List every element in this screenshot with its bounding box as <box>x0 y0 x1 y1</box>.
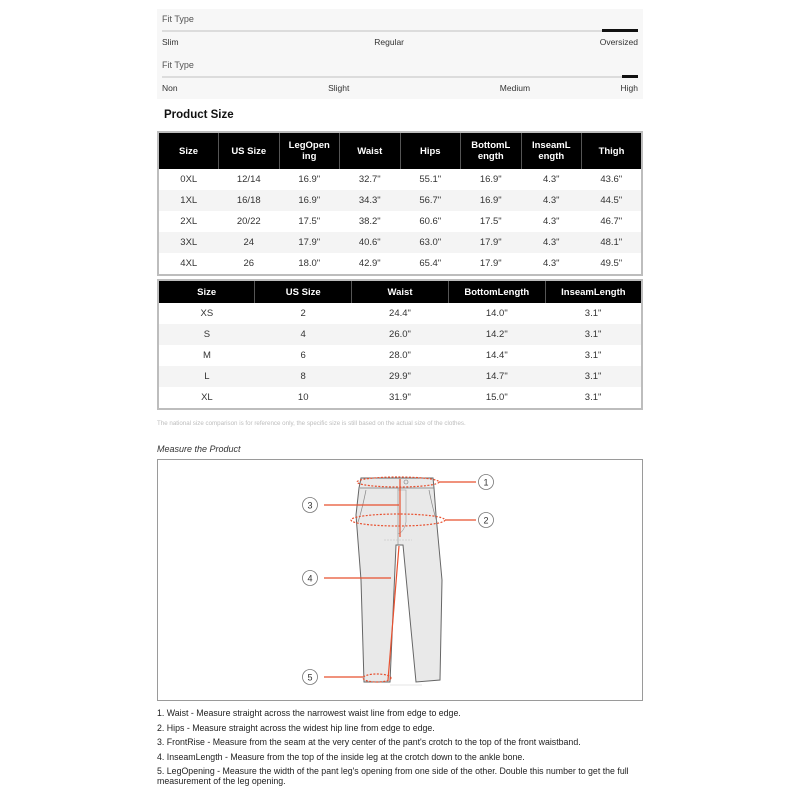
table-cell: 26.0" <box>352 324 449 345</box>
table-cell: 17.9" <box>461 232 522 253</box>
table-cell: 26 <box>243 258 255 269</box>
fit-slider-indicator <box>622 75 638 78</box>
size-note: The national size comparison is for reference only, the specific size is still based on the actual size of the clothes. <box>157 420 466 427</box>
size-table-plus <box>157 131 643 276</box>
fit-label-slight: Slight <box>328 83 350 93</box>
pants-icon <box>356 478 442 685</box>
table-cell: 4.3" <box>542 258 560 269</box>
table-cell: 38.2" <box>358 216 381 227</box>
callout-2-label: 2 <box>483 515 489 526</box>
table-cell: 28.0" <box>389 350 411 361</box>
table-row <box>158 366 642 387</box>
table-cell: S <box>158 324 255 345</box>
column-header: US Size <box>219 132 280 169</box>
table-cell: 2XL <box>180 216 198 227</box>
fit-label-medium: Medium <box>499 83 531 93</box>
table-cell: 3.1" <box>584 350 602 361</box>
table-cell: 4.3" <box>521 232 582 253</box>
column-header: Waist <box>352 280 449 303</box>
table-cell: 4.3" <box>521 190 582 211</box>
table-cell: 24.4" <box>389 308 411 319</box>
table-cell: 17.5" <box>298 216 321 227</box>
table-cell: 60.6" <box>419 216 442 227</box>
table-cell: 16.9" <box>479 174 502 185</box>
fit-slider-fit <box>162 9 638 53</box>
table-cell: 18.0" <box>298 258 321 269</box>
table-cell: 34.3" <box>340 190 401 211</box>
table-cell: 14.7" <box>448 366 545 387</box>
callout-4 <box>303 571 318 586</box>
column-header: LegOpen ing <box>279 132 340 169</box>
fit-label-regular: Regular <box>374 37 405 47</box>
table-row <box>158 232 642 253</box>
fit-label-high: High <box>620 83 638 93</box>
table-cell: 17.9" <box>479 258 502 269</box>
table-cell: 8 <box>255 366 352 387</box>
fit-slider-track <box>162 30 638 32</box>
table-cell: 16.9" <box>298 174 321 185</box>
column-header: InseamLength <box>545 280 642 303</box>
table-row <box>158 190 642 211</box>
table-row <box>158 211 642 232</box>
measure-title: Measure the Product <box>157 444 241 454</box>
table-cell: XL <box>201 392 213 403</box>
table-cell: 24 <box>219 232 280 253</box>
table-cell: 32.7" <box>358 174 381 185</box>
column-header: BottomL ength <box>461 132 522 169</box>
table-cell: 44.5" <box>582 190 643 211</box>
fit-label-slim: Slim <box>162 37 179 47</box>
table-cell: 63.0" <box>400 232 461 253</box>
table-cell: 4.3" <box>542 216 560 227</box>
size-table-regular <box>157 279 643 410</box>
column-header: Waist <box>340 132 401 169</box>
column-header: Hips <box>400 132 461 169</box>
column-header: US Size <box>255 280 352 303</box>
column-header: BottomLength <box>448 280 545 303</box>
table-cell: M <box>202 350 211 361</box>
measure-lines <box>324 479 476 680</box>
table-cell: 16/18 <box>219 190 280 211</box>
table-cell: 3.1" <box>545 366 642 387</box>
table-row <box>158 253 642 275</box>
table-row <box>158 345 642 366</box>
table-cell: 10 <box>297 392 309 403</box>
callout-5 <box>303 670 318 685</box>
column-header: Size <box>158 280 255 303</box>
table-cell: 20/22 <box>236 216 261 227</box>
table-cell: 31.9" <box>389 392 411 403</box>
callout-3 <box>303 498 318 513</box>
table-cell: 14.4" <box>485 350 508 361</box>
column-header: Size <box>158 132 219 169</box>
table-cell: 46.7" <box>600 216 623 227</box>
table-row <box>158 169 642 190</box>
table-cell: 65.4" <box>419 258 442 269</box>
table-cell: 43.6" <box>600 174 623 185</box>
table-cell: 15.0" <box>485 392 508 403</box>
fit-label-oversized: Oversized <box>599 37 638 47</box>
table-cell: 16.9" <box>461 190 522 211</box>
fit-slider-indicator <box>602 29 638 32</box>
fit-slider-title: Fit Type <box>162 14 194 24</box>
callout-2 <box>479 513 494 528</box>
column-header: InseamL ength <box>521 132 582 169</box>
callout-1-label: 1 <box>483 477 489 488</box>
description-waist: 1. Waist - Measure straight across the narrowest waist line from edge to edge. <box>157 708 461 718</box>
description-inseam: 4. InseamLength - Measure from the top of the inside leg at the crotch down to the ankle bone. <box>157 751 525 762</box>
table-cell: 48.1" <box>582 232 643 253</box>
fit-slider-stretch <box>162 55 638 99</box>
table-cell: 3XL <box>158 232 219 253</box>
table-cell: 3.1" <box>545 324 642 345</box>
table-cell: 0XL <box>180 174 198 185</box>
table-cell: 49.5" <box>600 258 623 269</box>
table-cell: 14.0" <box>485 308 508 319</box>
table-cell: 6 <box>300 350 306 361</box>
table-cell: L <box>158 366 255 387</box>
table-cell: 42.9" <box>358 258 381 269</box>
description-front-rise: 3. FrontRise - Measure from the seam at the very center of the pant's crotch to the top of the front waistband. <box>157 737 581 747</box>
table-row <box>158 303 642 324</box>
table-cell: 3.1" <box>584 392 602 403</box>
description-hips: 2. Hips - Measure straight across the widest hip line from edge to edge. <box>157 722 435 733</box>
callout-1 <box>479 475 494 490</box>
table-cell: 4.3" <box>542 174 560 185</box>
fit-type-panel <box>157 9 643 99</box>
table-cell: 17.9" <box>279 232 340 253</box>
fit-label-non: Non <box>162 83 178 93</box>
fit-slider-title: Fit Type <box>162 60 194 70</box>
measure-descriptions <box>157 708 645 791</box>
table-cell: 29.9" <box>352 366 449 387</box>
table-cell: 3.1" <box>584 308 602 319</box>
table-cell: 16.9" <box>279 190 340 211</box>
fit-slider-track <box>162 76 638 78</box>
table-cell: 55.1" <box>419 174 442 185</box>
table-cell: 12/14 <box>236 174 261 185</box>
callout-3-label: 3 <box>307 500 313 511</box>
table-cell: 4 <box>255 324 352 345</box>
description-leg-opening: 5. LegOpening - Measure the width of the pant leg's opening from one side of the other. Double this number to get the full measurement of the leg opening. <box>157 766 629 786</box>
table-row <box>158 387 642 409</box>
table-cell: 14.2" <box>448 324 545 345</box>
pants-illustration <box>158 460 642 700</box>
callout-5-label: 5 <box>307 672 313 683</box>
table-cell: 2 <box>300 308 306 319</box>
measure-diagram <box>157 459 643 701</box>
table-cell: 1XL <box>158 190 219 211</box>
product-size-title: Product Size <box>164 109 234 121</box>
table-cell: 56.7" <box>400 190 461 211</box>
table-cell: 17.5" <box>479 216 502 227</box>
table-row <box>158 324 642 345</box>
table-cell: XS <box>200 308 214 319</box>
table-cell: 40.6" <box>340 232 401 253</box>
table-cell: 4XL <box>180 258 198 269</box>
callout-4-label: 4 <box>307 573 313 584</box>
column-header: Thigh <box>582 132 643 169</box>
